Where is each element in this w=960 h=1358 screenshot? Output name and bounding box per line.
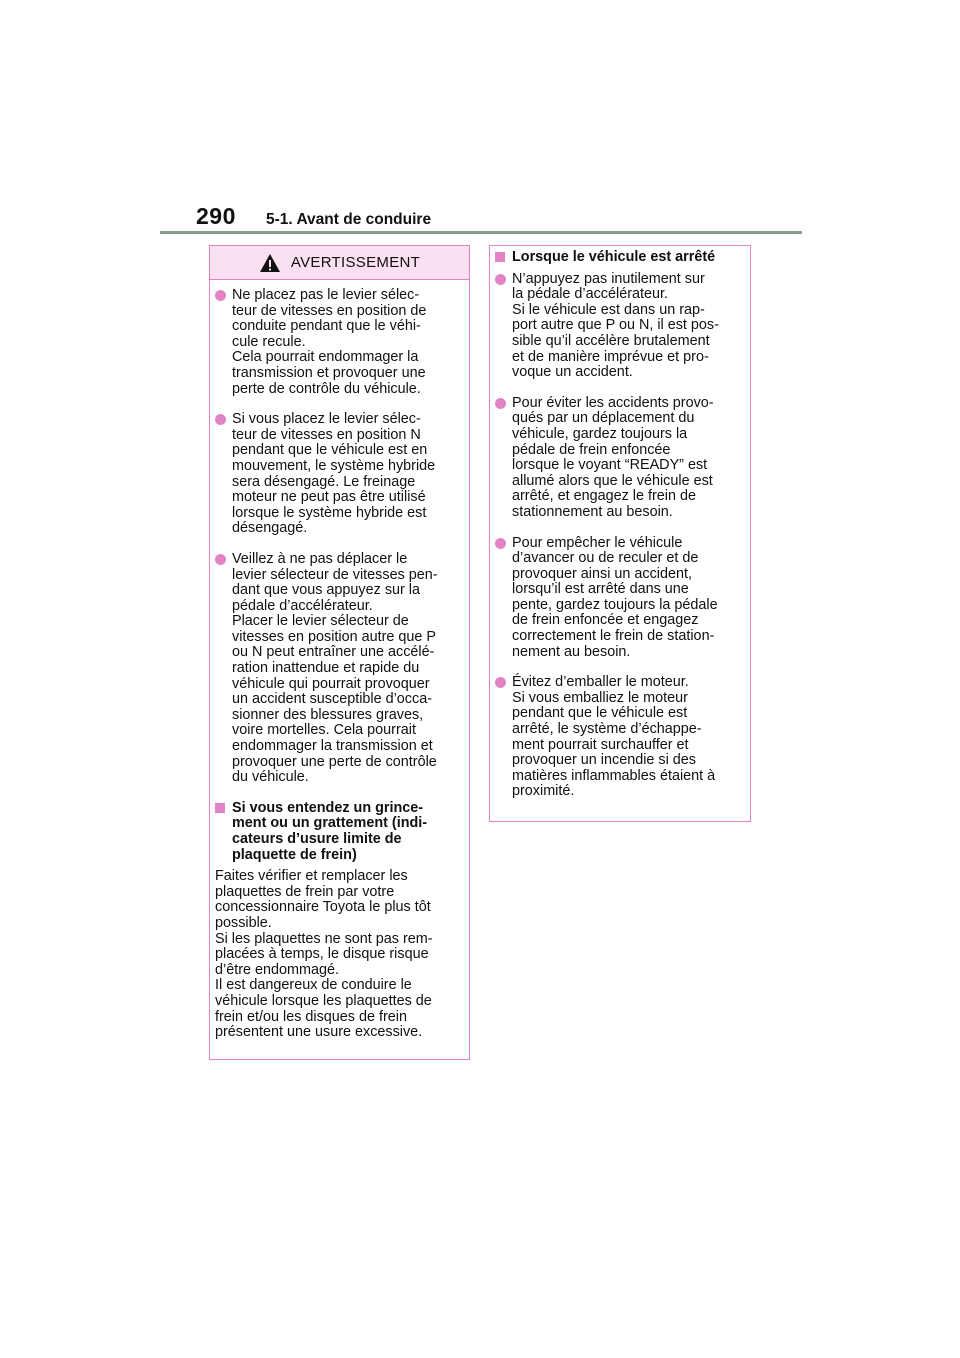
text-line: Veillez à ne pas déplacer le xyxy=(232,550,408,567)
subsection-heading xyxy=(215,801,463,863)
bullet-item xyxy=(495,272,744,381)
text-line: Évitez d’emballer le moteur. xyxy=(512,674,689,691)
text-line: Il est dangereux de conduire le xyxy=(215,977,412,994)
text-line: Pour éviter les accidents provo- xyxy=(512,394,714,411)
text-line: Si vous emballiez le moteur xyxy=(512,689,688,706)
text-line: sera désengagé. Le freinage xyxy=(232,473,416,490)
text-line: la pédale d’accélérateur. xyxy=(512,286,669,303)
text-line: Si vous placez le levier sélec- xyxy=(232,411,421,428)
round-bullet-icon xyxy=(215,290,226,301)
bullet-item xyxy=(215,552,463,786)
text-line: stationnement au besoin. xyxy=(512,503,673,520)
text-line: teur de vitesses en position de xyxy=(232,302,427,319)
text-line: endommager la transmission et xyxy=(232,738,433,755)
page-number: 290 xyxy=(196,203,236,229)
warning-triangle-icon xyxy=(259,253,281,273)
text-line: voire mortelles. Cela pourrait xyxy=(232,722,416,739)
bullet-item xyxy=(495,536,744,661)
stopped-vehicle-box xyxy=(489,245,751,822)
text-line: transmission et provoquer une xyxy=(232,364,426,381)
text-line: désengagé. xyxy=(232,520,308,537)
subsection-heading-text xyxy=(232,801,463,863)
text-line: d’être endommagé. xyxy=(215,961,339,978)
heading-text: Lorsque le véhicule est arrêté xyxy=(512,249,716,265)
text-line: Pour empêcher le véhicule xyxy=(512,534,683,551)
bullet-item xyxy=(215,288,463,397)
text-line: Si vous entendez un grince- xyxy=(232,799,424,816)
round-bullet-icon xyxy=(215,414,226,425)
text-line: qués par un déplacement du xyxy=(512,410,695,427)
text-line: levier sélecteur de vitesses pen- xyxy=(232,566,438,583)
warning-content xyxy=(210,280,469,1041)
section-title: 5-1. Avant de conduire xyxy=(266,211,432,228)
text-line: perte de contrôle du véhicule. xyxy=(232,380,421,397)
text-line: conduite pendant que le véhi- xyxy=(232,318,421,335)
text-line: matières inflammables étaient à xyxy=(512,767,716,784)
text-line: ment ou un grattement (indi- xyxy=(232,815,428,832)
round-bullet-icon xyxy=(495,398,506,409)
text-line: pédale de frein enfoncée xyxy=(512,441,671,458)
stopped-vehicle-content xyxy=(490,246,750,800)
text-line: et de manière imprévue et pro- xyxy=(512,348,709,365)
text-line: ment pourrait surchauffer et xyxy=(512,736,689,753)
text-line: arrêté, le système d’échappe- xyxy=(512,721,702,738)
text-line: port autre que P ou N, il est pos- xyxy=(512,317,719,334)
text-line: pendant que le véhicule est xyxy=(512,705,688,722)
round-bullet-icon xyxy=(215,554,226,565)
text-line: N’appuyez pas inutilement sur xyxy=(512,270,705,287)
text-line: plaquettes de frein par votre xyxy=(215,883,395,900)
text-line: frein et/ou les disques de frein xyxy=(215,1008,407,1025)
text-line: Placer le levier sélecteur de xyxy=(232,613,409,630)
text-line: allumé alors que le véhicule est xyxy=(512,472,713,489)
text-line: pédale d’accélérateur. xyxy=(232,597,373,614)
text-line: ration inattendue et rapide du xyxy=(232,660,420,677)
text-line: provoquer une perte de contrôle xyxy=(232,753,437,770)
text-line: Cela pourrait endommager la xyxy=(232,349,419,366)
text-line: un accident susceptible d’occa- xyxy=(232,691,432,708)
square-bullet-icon xyxy=(215,803,225,813)
round-bullet-icon xyxy=(495,274,506,285)
bullet-item xyxy=(495,675,744,800)
text-line: pendant que le véhicule est en xyxy=(232,442,428,459)
text-line: concessionnaire Toyota le plus tôt xyxy=(215,899,431,916)
text-line: teur de vitesses en position N xyxy=(232,426,421,443)
text-line: cateurs d’usure limite de xyxy=(232,831,402,847)
text-line: plaquette de frein) xyxy=(232,846,357,863)
stopped-vehicle-heading xyxy=(495,250,744,266)
warning-box xyxy=(209,245,470,1060)
text-line: moteur ne peut pas être utilisé xyxy=(232,489,426,506)
square-bullet-icon xyxy=(495,252,505,262)
text-line: mouvement, le système hybride xyxy=(232,457,436,474)
text-line: vitesses en position autre que P xyxy=(232,628,436,645)
text-line: nement au besoin. xyxy=(512,643,631,660)
text-line: Ne placez pas le levier sélec- xyxy=(232,287,420,303)
text-line: correctement le frein de station- xyxy=(512,628,715,645)
round-bullet-icon xyxy=(495,538,506,549)
text-line: lorsque le voyant “READY” est xyxy=(512,457,708,474)
text-line: du véhicule. xyxy=(232,769,309,786)
header-rule xyxy=(160,231,802,234)
text-line: véhicule, gardez toujours la xyxy=(512,425,688,442)
text-line: d’avancer ou de reculer et de xyxy=(512,550,699,567)
text-line: voque un accident. xyxy=(512,364,633,381)
warning-item-list xyxy=(215,288,463,786)
text-line: proximité. xyxy=(512,783,575,800)
text-line: cule recule. xyxy=(232,333,306,350)
text-line: arrêté, et engagez le frein de xyxy=(512,488,697,505)
text-line: placées à temps, le disque risque xyxy=(215,946,429,963)
text-line: lorsque le système hybride est xyxy=(232,504,427,521)
text-line: présentent une usure excessive. xyxy=(215,1024,423,1041)
bullet-item xyxy=(215,412,463,537)
text-line: provoquer ainsi un accident, xyxy=(512,565,692,582)
text-line: possible. xyxy=(215,914,272,931)
text-line: dant que vous appuyez sur la xyxy=(232,582,421,599)
text-line: ou N peut entraîner une accélé- xyxy=(232,644,435,661)
text-line: véhicule lorsque les plaquettes de xyxy=(215,992,432,1009)
text-line: véhicule qui pourrait provoquer xyxy=(232,675,430,692)
subsection-body xyxy=(215,869,463,1041)
text-line: Si le véhicule est dans un rap- xyxy=(512,301,705,318)
text-line: pente, gardez toujours la pédale xyxy=(512,596,718,613)
stopped-vehicle-item-list xyxy=(495,272,744,800)
warning-title: AVERTISSEMENT xyxy=(290,254,421,271)
text-line: Si les plaquettes ne sont pas rem- xyxy=(215,930,433,947)
warning-header xyxy=(210,246,469,280)
text-line: sible qu’il accélère brutalement xyxy=(512,332,710,349)
text-line: Faites vérifier et remplacer les xyxy=(215,868,408,885)
text-line: provoquer un incendie si des xyxy=(512,752,697,769)
round-bullet-icon xyxy=(495,677,506,688)
text-line: lorsqu’il est arrêté dans une xyxy=(512,581,689,598)
text-line: sionner des blessures graves, xyxy=(232,706,424,723)
text-line: de frein enfoncée et engagez xyxy=(512,612,699,629)
bullet-item xyxy=(495,396,744,521)
page-header xyxy=(196,203,431,230)
